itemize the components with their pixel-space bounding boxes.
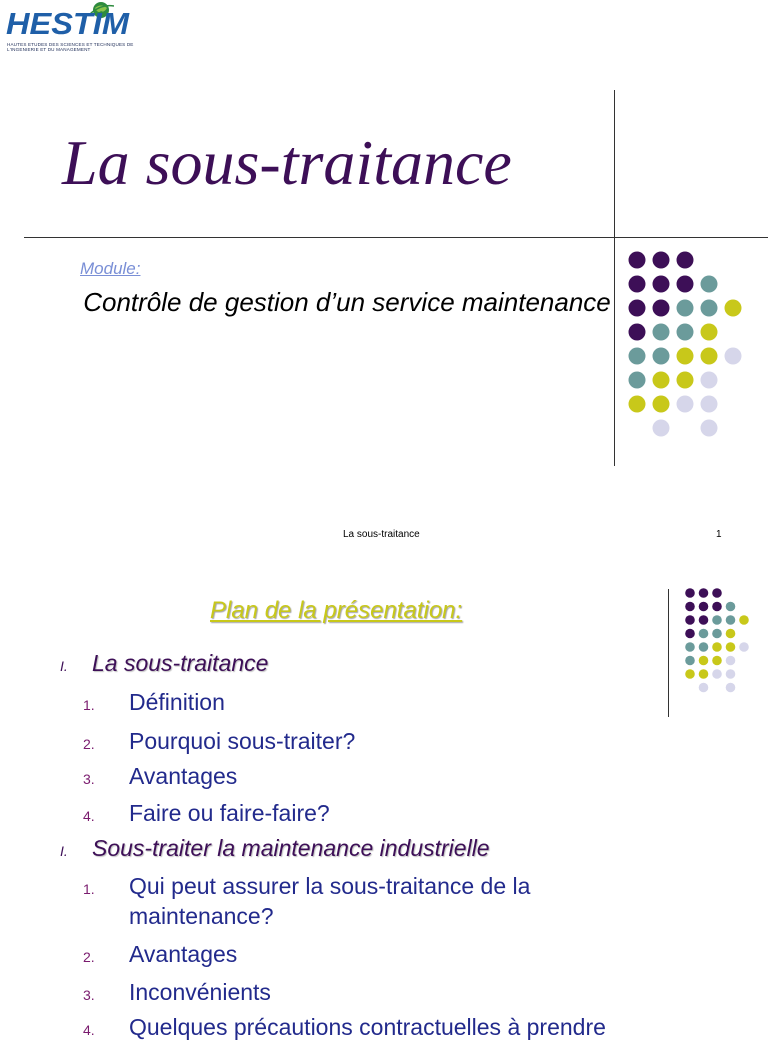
decor-dot xyxy=(712,615,722,625)
logo-tagline: HAUTES ETUDES DES SCIENCES ET TECHNIQUES DE L'INGENIERIE ET DU MANAGEMENT xyxy=(7,42,134,53)
item-label: Inconvénients xyxy=(129,979,271,1005)
decor-dot xyxy=(726,629,736,639)
section-label: La sous-traitance xyxy=(92,650,269,676)
page-number: 1 xyxy=(716,529,722,540)
item-number: 3. xyxy=(83,987,95,1003)
item-number: 2. xyxy=(83,736,95,752)
decor-dot xyxy=(653,348,670,365)
plan-title: Plan de la présentation: xyxy=(210,597,463,624)
section-heading xyxy=(60,650,268,677)
slide-subtitle: Contrôle de gestion d’un service maintenance xyxy=(83,287,611,317)
decor-dot xyxy=(699,629,709,639)
decor-dot xyxy=(653,276,670,293)
horizontal-divider xyxy=(24,237,768,238)
decor-dot xyxy=(712,588,722,598)
decor-dot xyxy=(712,629,722,639)
outline-item xyxy=(83,939,643,969)
item-number: 4. xyxy=(83,808,95,824)
decor-dot xyxy=(629,396,646,413)
decor-dot xyxy=(699,642,709,652)
item-number: 1. xyxy=(83,697,95,713)
decor-dot xyxy=(685,602,695,612)
decor-dot xyxy=(701,324,718,341)
item-label: Avantages xyxy=(129,941,238,967)
decor-dot xyxy=(685,669,695,679)
outline-item xyxy=(83,761,643,791)
outline-item xyxy=(83,687,643,717)
decor-dot xyxy=(712,656,722,666)
decor-dot xyxy=(685,656,695,666)
decor-dot xyxy=(685,642,695,652)
decor-dot xyxy=(629,372,646,389)
decor-dot xyxy=(653,252,670,269)
hestim-logo xyxy=(4,0,146,58)
item-number: 2. xyxy=(83,949,95,965)
decor-dot xyxy=(677,324,694,341)
decor-dot xyxy=(726,642,736,652)
decor-dot xyxy=(653,420,670,437)
decor-dot xyxy=(725,348,742,365)
item-label: Faire ou faire-faire? xyxy=(129,800,330,826)
decor-dot xyxy=(699,683,709,693)
decor-dot xyxy=(685,615,695,625)
decor-dot xyxy=(739,642,749,652)
decor-dot xyxy=(653,396,670,413)
decor-dot xyxy=(629,252,646,269)
decor-dot xyxy=(653,372,670,389)
decor-dot xyxy=(629,276,646,293)
footer-title: La sous-traitance xyxy=(343,529,420,540)
item-number: 4. xyxy=(83,1022,95,1038)
decor-dot xyxy=(701,372,718,389)
decor-dot xyxy=(629,324,646,341)
decor-dot xyxy=(699,656,709,666)
decor-dot xyxy=(712,669,722,679)
section-number: I. xyxy=(60,843,68,859)
module-label[interactable]: Module: xyxy=(80,259,141,278)
decor-dot xyxy=(629,300,646,317)
decor-dot xyxy=(726,683,736,693)
slide-title: La sous-traitance xyxy=(62,127,512,198)
decor-dot xyxy=(712,602,722,612)
decor-dot xyxy=(726,602,736,612)
dot-pattern-decoration-small xyxy=(680,586,755,698)
outline-item xyxy=(83,726,643,756)
vertical-divider-2 xyxy=(668,589,669,717)
decor-dot xyxy=(677,396,694,413)
item-number: 1. xyxy=(83,881,95,897)
decor-dot xyxy=(701,300,718,317)
item-label: Qui peut assurer la sous-traitance de la maintenance? xyxy=(129,873,531,929)
decor-dot xyxy=(653,300,670,317)
decor-dot xyxy=(699,615,709,625)
decor-dot xyxy=(701,276,718,293)
outline-item xyxy=(83,871,643,931)
decor-dot xyxy=(699,602,709,612)
decor-dot xyxy=(725,300,742,317)
dot-pattern-decoration xyxy=(620,248,750,438)
decor-dot xyxy=(712,642,722,652)
decor-dot xyxy=(726,669,736,679)
item-label: Pourquoi sous-traiter? xyxy=(129,728,356,754)
item-label: Avantages xyxy=(129,763,238,789)
section-number: I. xyxy=(60,658,68,674)
decor-dot xyxy=(701,396,718,413)
decor-dot xyxy=(699,588,709,598)
outline-item xyxy=(83,1012,643,1042)
decor-dot xyxy=(677,348,694,365)
decor-dot xyxy=(739,615,749,625)
item-number: 3. xyxy=(83,771,95,787)
decor-dot xyxy=(701,420,718,437)
decor-dot xyxy=(677,372,694,389)
item-label: Définition xyxy=(129,689,225,715)
decor-dot xyxy=(629,348,646,365)
decor-dot xyxy=(685,588,695,598)
decor-dot xyxy=(726,615,736,625)
decor-dot xyxy=(699,669,709,679)
outline-item xyxy=(83,798,643,828)
outline-item xyxy=(83,977,643,1007)
logo-brand: HESTIM xyxy=(6,6,129,41)
item-label: Quelques précautions contractuelles à prendre xyxy=(129,1014,606,1040)
decor-dot xyxy=(677,276,694,293)
decor-dot xyxy=(677,300,694,317)
vertical-divider xyxy=(614,90,615,466)
decor-dot xyxy=(701,348,718,365)
decor-dot xyxy=(677,252,694,269)
section-heading xyxy=(60,835,490,862)
section-label: Sous-traiter la maintenance industrielle xyxy=(92,835,490,861)
decor-dot xyxy=(685,629,695,639)
decor-dot xyxy=(653,324,670,341)
decor-dot xyxy=(726,656,736,666)
